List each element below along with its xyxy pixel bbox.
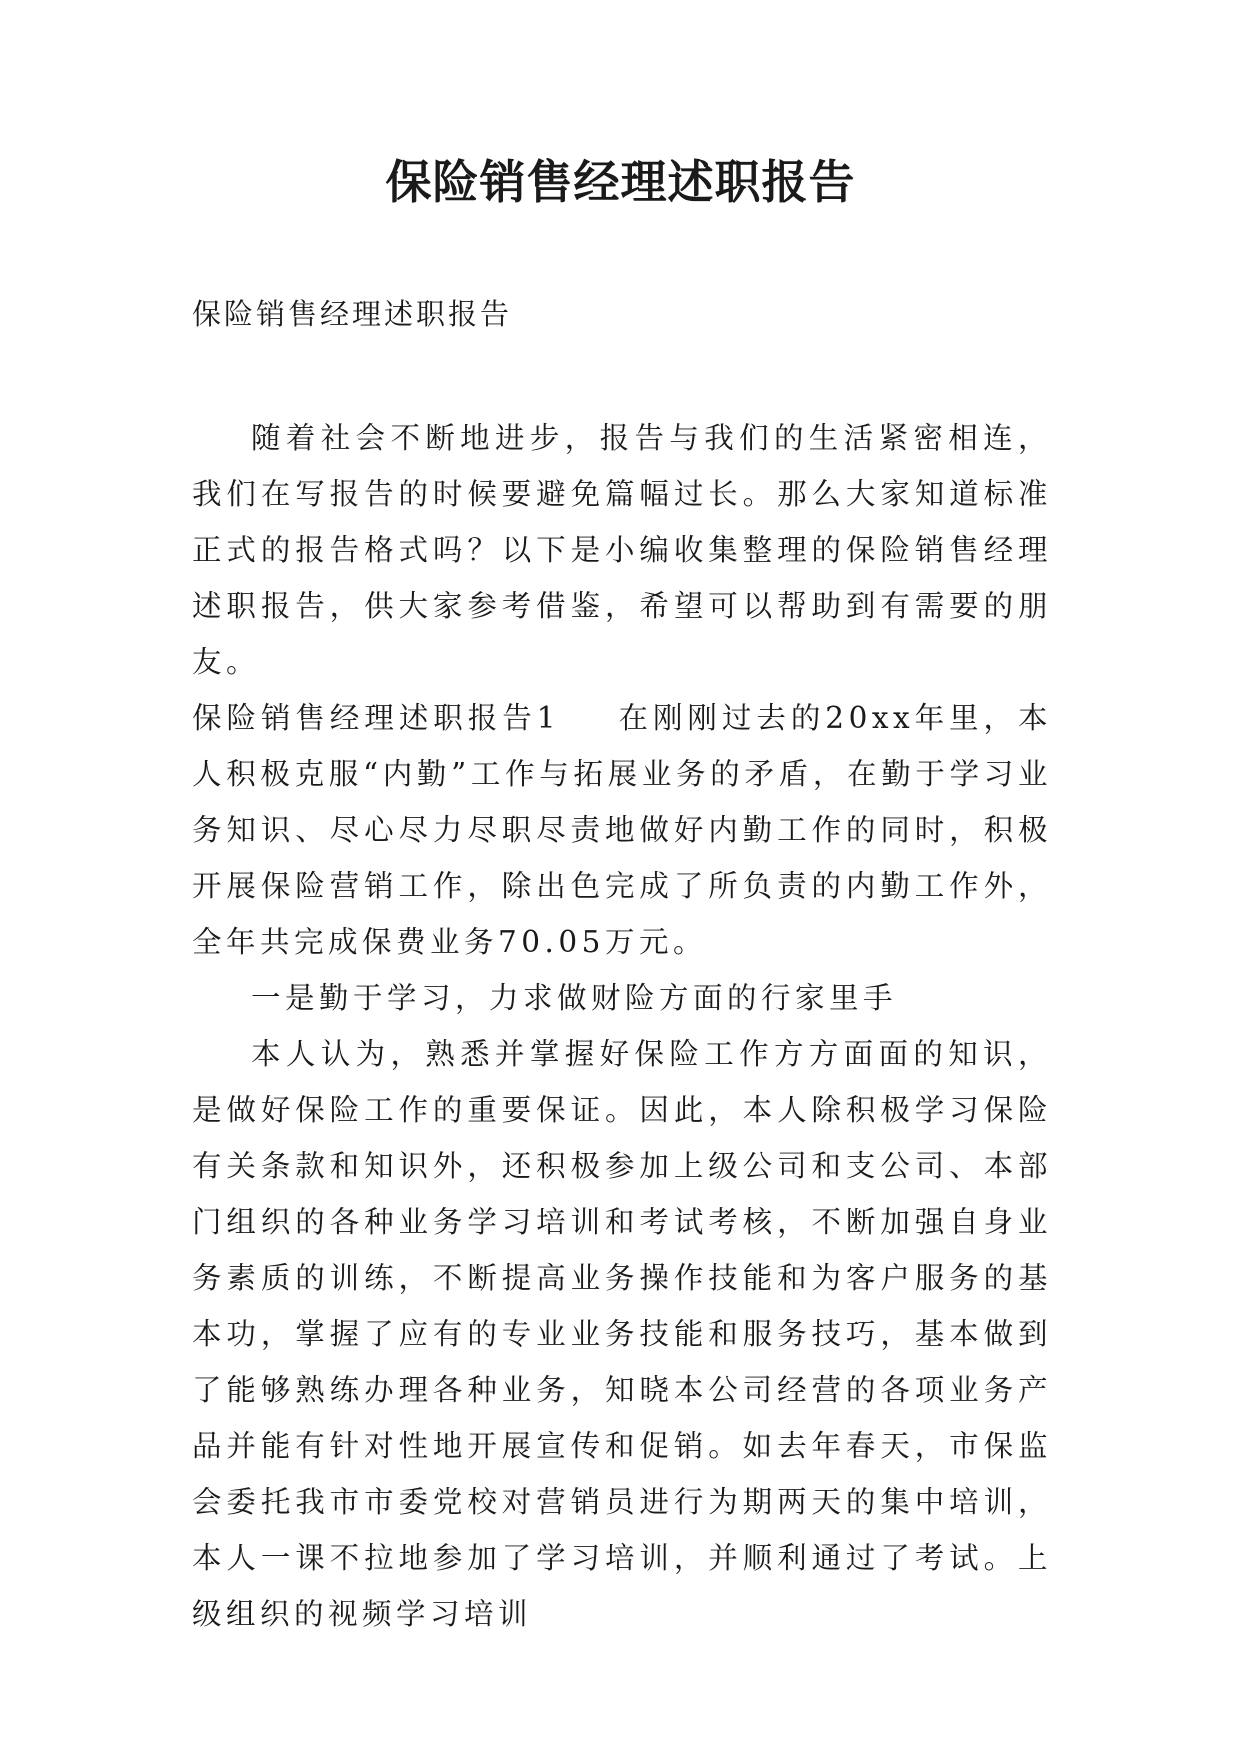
- section-paragraph: [192, 690, 1052, 970]
- intro-paragraph: 随着社会不断地进步，报告与我们的生活紧密相连，我们在写报告的时候要避免篇幅过长。那么大家知道标准正式的报告格式吗？以下是小编收集整理的保险销售经理述职报告，供大家参考借鉴，希望可以帮助到有需要的朋友。: [192, 421, 1052, 679]
- point-one-body: 本人认为，熟悉并掌握好保险工作方方面面的知识，是做好保险工作的重要保证。因此，本人除积极学习保险有关条款和知识外，还积极参加上级公司和支公司、本部门组织的各种业务学习培训和考试考核，不断加强自身业务素质的训练，不断提高业务操作技能和为客户服务的基本功，掌握了应有的专业业务技能和服务技巧，基本做到了能够熟练办理各种业务，知晓本公司经营的各项业务产品并能有针对性地开展宣传和促销。如去年春天，市保监会委托我市市委党校对营销员进行为期两天的集中培训，本人一课不拉地参加了学习培训，并顺利通过了考试。上级组织的视频学习培训: [192, 1037, 1052, 1631]
- section-heading: 保险销售经理述职报告1: [192, 701, 560, 735]
- document-body: [192, 410, 1052, 1642]
- section-first-paragraph: 在刚刚过去的20xx年里，本人积极克服“内勤”工作与拓展业务的矛盾，在勤于学习业务知识、尽心尽力尽职尽责地做好内勤工作的同时，积极开展保险营销工作，除出色完成了所负责的内勤工作外，全年共完成保费业务70.05万元。: [192, 701, 1053, 959]
- document-subtitle: 保险销售经理述职报告: [192, 297, 513, 331]
- point-one-heading: 一是勤于学习，力求做财险方面的行家里手: [251, 981, 898, 1015]
- document-title: 保险销售经理述职报告: [385, 155, 856, 209]
